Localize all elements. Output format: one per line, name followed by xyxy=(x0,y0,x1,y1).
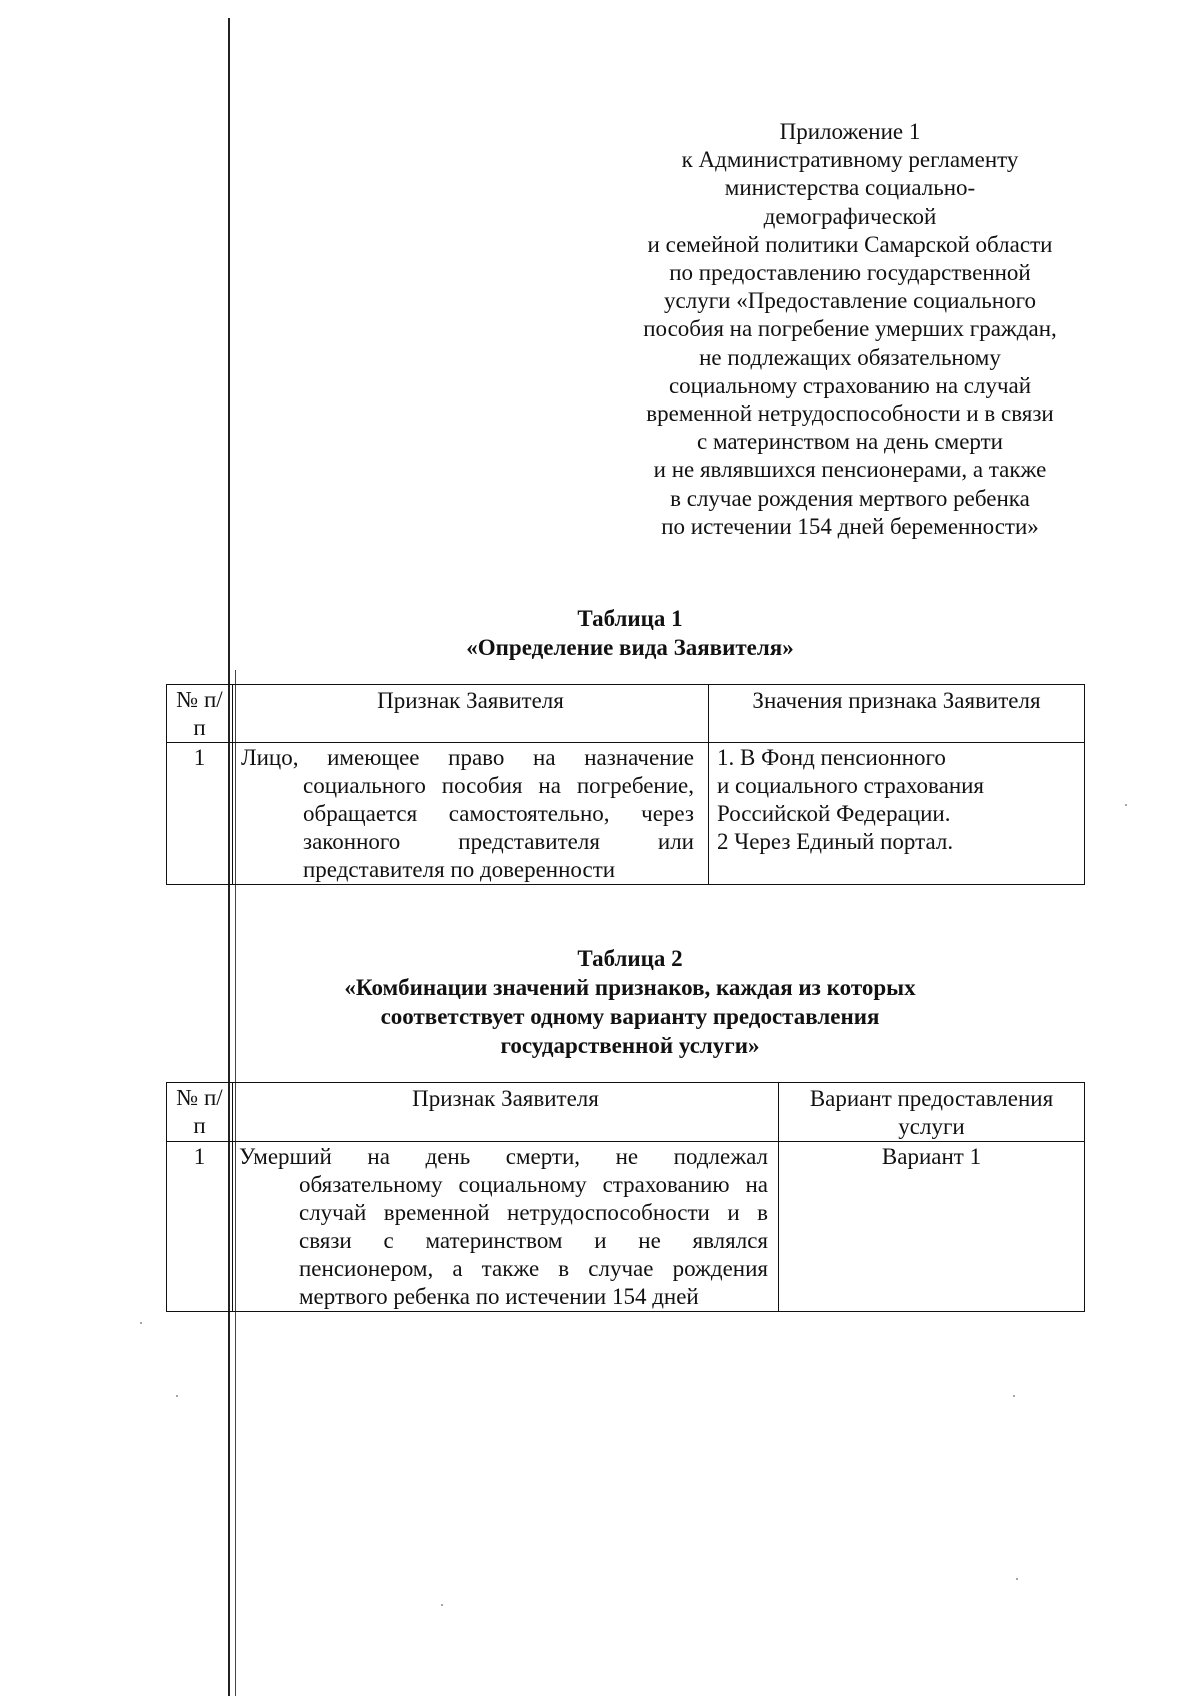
scan-speck xyxy=(140,1322,142,1324)
table1-header-row xyxy=(167,685,1085,743)
appendix-line: по предоставлению государственной xyxy=(669,260,1031,286)
table1-subtitle: «Определение вида Заявителя» xyxy=(466,635,794,660)
appendix-line: в случае рождения мертвого ребенка xyxy=(670,485,1030,511)
table1-row-num: 1 xyxy=(167,743,233,885)
scan-speck xyxy=(1125,804,1127,806)
table2-caption xyxy=(280,944,980,1060)
table-row xyxy=(167,743,1085,885)
table1-row-values xyxy=(709,743,1085,885)
table2 xyxy=(166,1082,1085,1312)
table1-title: Таблица 1 xyxy=(577,606,683,631)
table2-header-variant: Вариант предоставления услуги xyxy=(779,1083,1085,1142)
appendix-line: и семейной политики Самарской области xyxy=(647,231,1053,257)
appendix-line: не подлежащих обязательному xyxy=(699,344,1001,370)
appendix-line: по истечении 154 дней беременности» xyxy=(661,513,1039,539)
table2-header-row xyxy=(167,1083,1085,1142)
appendix-line: и не являвшихся пенсионерами, а также xyxy=(653,457,1047,483)
scan-speck xyxy=(1013,1395,1015,1397)
appendix-line: услуги «Предоставление социального xyxy=(664,288,1036,314)
scan-speck xyxy=(1016,1578,1018,1580)
appendix-line: временной нетрудоспособности и в связи xyxy=(646,401,1054,427)
table2-row-variant: Вариант 1 xyxy=(779,1142,1085,1312)
appendix-header xyxy=(600,118,1100,541)
table1-value-line: 1. В Фонд пенсионного xyxy=(717,745,946,770)
table2-header-num: № п/п xyxy=(167,1083,233,1142)
table2-title: Таблица 2 xyxy=(577,946,683,971)
appendix-line: к Административному регламенту xyxy=(681,147,1019,173)
table1-caption xyxy=(380,604,880,662)
table2-subtitle-line: государственной услуги» xyxy=(500,1033,760,1058)
table2-row-num: 1 xyxy=(167,1142,233,1312)
table2-subtitle-line: соответствует одному варианту предоставления xyxy=(380,1004,880,1029)
table2-row-attribute: Умерший на день смерти, не подлежал обязательному социальному страхованию на случай временной нетрудоспособности и в связи с материнством и не являлся пенсионером, а также в случае рождения мертвого ребенка по истечении 154 дней xyxy=(233,1142,779,1312)
appendix-line: пособия на погребение умерших граждан, xyxy=(643,316,1057,342)
table1-header-num: № п/п xyxy=(167,685,233,743)
table1-value-line: Российской Федерации. xyxy=(717,801,951,826)
scan-speck xyxy=(441,1604,443,1606)
table1-header-values: Значения признака Заявителя xyxy=(709,685,1085,743)
table1 xyxy=(166,684,1085,885)
table1-header-attribute: Признак Заявителя xyxy=(233,685,709,743)
table1-value-line: и социального страхования xyxy=(717,773,985,798)
appendix-line: Приложение 1 xyxy=(779,119,921,144)
table1-value-line: 2 Через Единый портал. xyxy=(717,829,954,854)
scan-speck xyxy=(176,1395,178,1397)
table-row xyxy=(167,1142,1085,1312)
appendix-line: с материнством на день смерти xyxy=(697,429,1003,455)
appendix-line: министерства социально- xyxy=(724,175,976,201)
table2-subtitle-line: «Комбинации значений признаков, каждая из которых xyxy=(344,975,916,1000)
table1-row-attribute: Лицо, имеющее право на назначение социального пособия на погребение, обращается самостоятельно, через законного представителя или представителя по доверенности xyxy=(233,743,709,885)
table2-header-attribute: Признак Заявителя xyxy=(233,1083,779,1142)
appendix-line: социальному страхованию на случай xyxy=(668,372,1032,398)
appendix-line: демографической xyxy=(763,203,937,229)
